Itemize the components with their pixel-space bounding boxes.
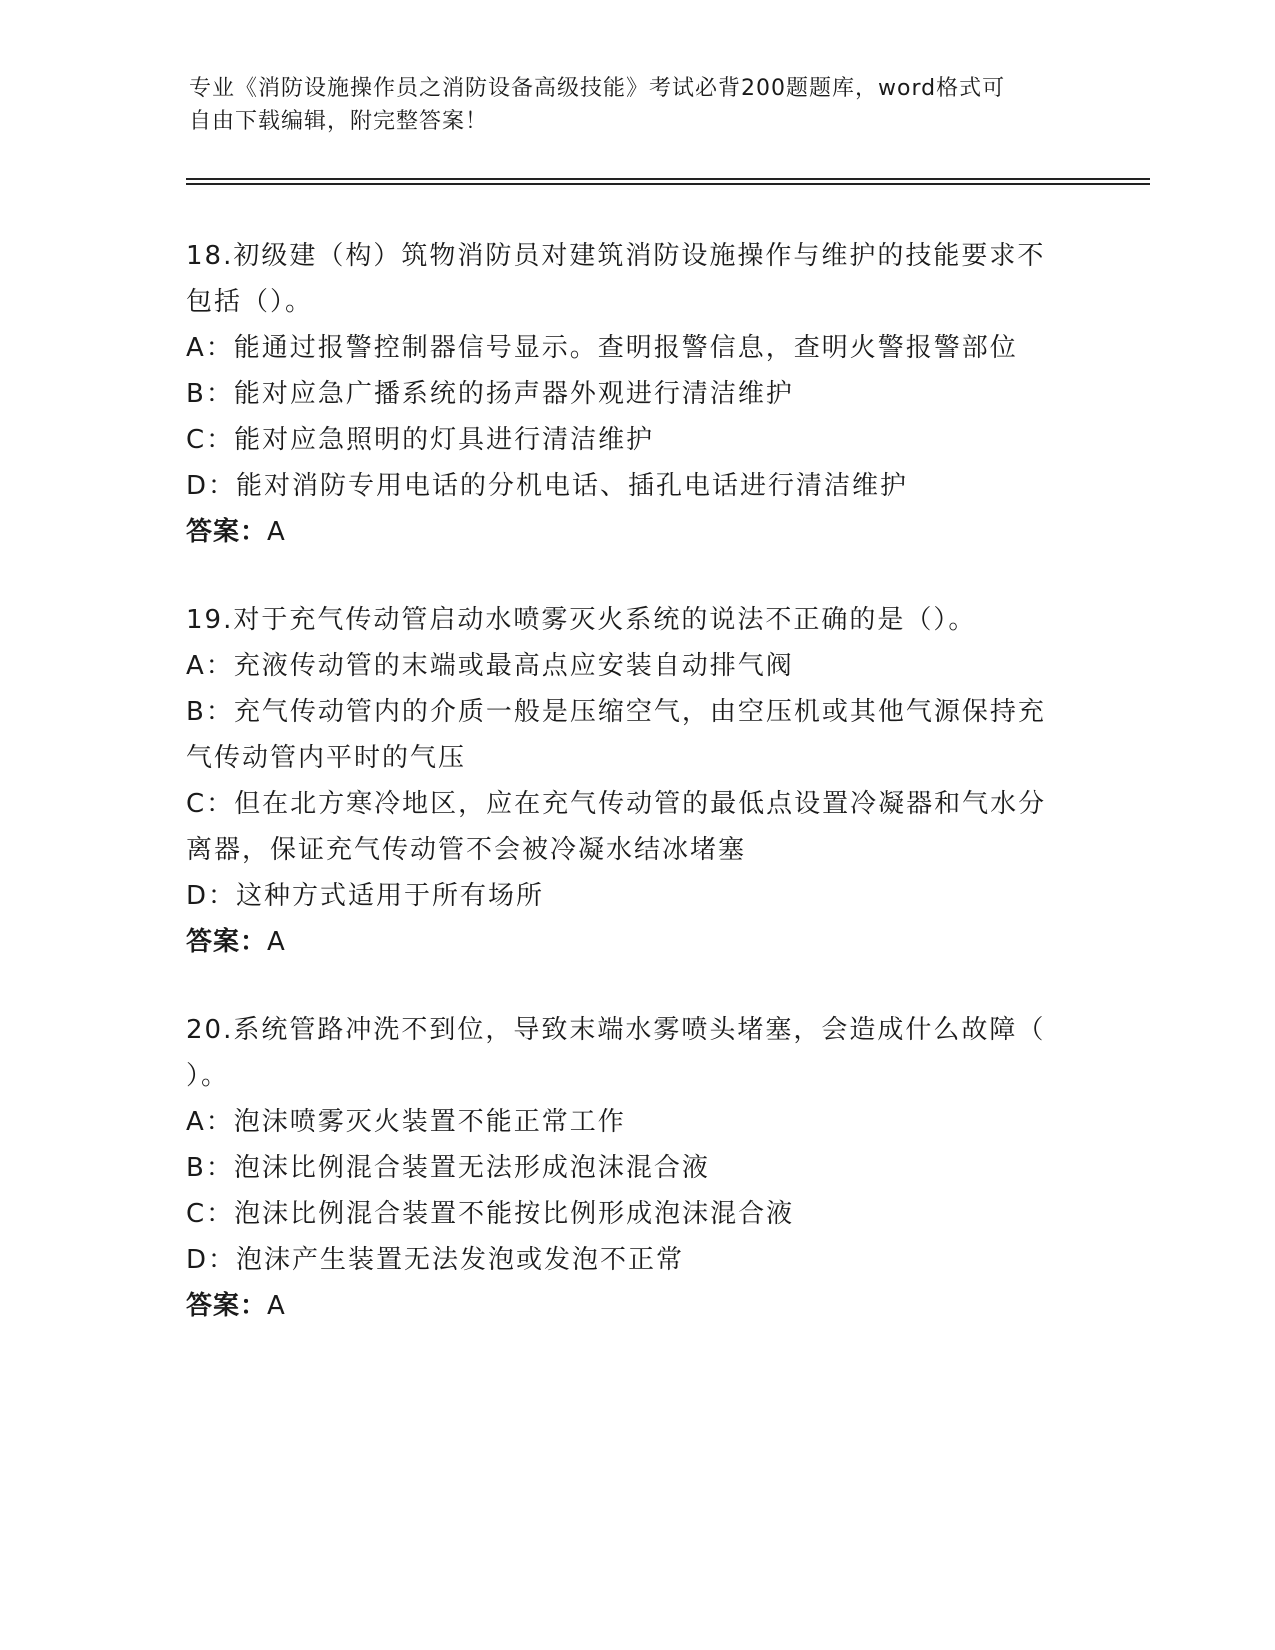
option-b: B：充气传动管内的介质一般是压缩空气，由空压机或其他气源保持充 xyxy=(186,697,1046,727)
question-stem: ）。 xyxy=(186,1061,230,1091)
answer-label: 答案： xyxy=(186,927,268,957)
answer-value: A xyxy=(267,517,286,547)
answer-value: A xyxy=(267,927,286,957)
document-header xyxy=(189,72,1089,138)
option-c: C：能对应急照明的灯具进行清洁维护 xyxy=(186,425,655,455)
question-18 xyxy=(186,233,1086,555)
option-c-continued: 离器，保证充气传动管不会被冷凝水结冰堵塞 xyxy=(186,835,747,865)
option-d: D：泡沫产生装置无法发泡或发泡不正常 xyxy=(186,1245,685,1275)
header-divider-bottom xyxy=(186,183,1150,185)
option-d: D：能对消防专用电话的分机电话、插孔电话进行清洁维护 xyxy=(186,471,909,501)
question-stem: 18.初级建（构）筑物消防员对建筑消防设施操作与维护的技能要求不 xyxy=(186,241,1046,271)
answer-value: A xyxy=(267,1291,286,1321)
question-stem: 19.对于充气传动管启动水喷雾灭火系统的说法不正确的是（）。 xyxy=(186,605,977,635)
answer-label: 答案： xyxy=(186,517,268,547)
header-line-1: 专业《消防设施操作员之消防设备高级技能》考试必背200题题库，word格式可 xyxy=(189,76,1006,101)
question-stem: 包括（）。 xyxy=(186,287,314,317)
header-divider-top xyxy=(186,178,1150,180)
option-d: D：这种方式适用于所有场所 xyxy=(186,881,545,911)
answer-label: 答案： xyxy=(186,1291,268,1321)
option-a: A：能通过报警控制器信号显示。查明报警信息，查明火警报警部位 xyxy=(186,333,1018,363)
option-a: A：充液传动管的末端或最高点应安装自动排气阀 xyxy=(186,651,794,681)
option-b: B：泡沫比例混合装置无法形成泡沫混合液 xyxy=(186,1153,710,1183)
answer xyxy=(186,509,1086,555)
option-b-continued: 气传动管内平时的气压 xyxy=(186,743,467,773)
option-c: C：但在北方寒冷地区，应在充气传动管的最低点设置冷凝器和气水分 xyxy=(186,789,1047,819)
header-line-2: 自由下载编辑，附完整答案！ xyxy=(189,109,489,134)
option-c: C：泡沫比例混合装置不能按比例形成泡沫混合液 xyxy=(186,1199,795,1229)
option-a: A：泡沫喷雾灭火装置不能正常工作 xyxy=(186,1107,626,1137)
question-19 xyxy=(186,597,1086,965)
question-stem: 20.系统管路冲洗不到位，导致末端水雾喷头堵塞，会造成什么故障（ xyxy=(186,1015,1046,1045)
answer xyxy=(186,1283,1086,1329)
question-20 xyxy=(186,1007,1086,1329)
option-b: B：能对应急广播系统的扬声器外观进行清洁维护 xyxy=(186,379,794,409)
answer xyxy=(186,919,1086,965)
